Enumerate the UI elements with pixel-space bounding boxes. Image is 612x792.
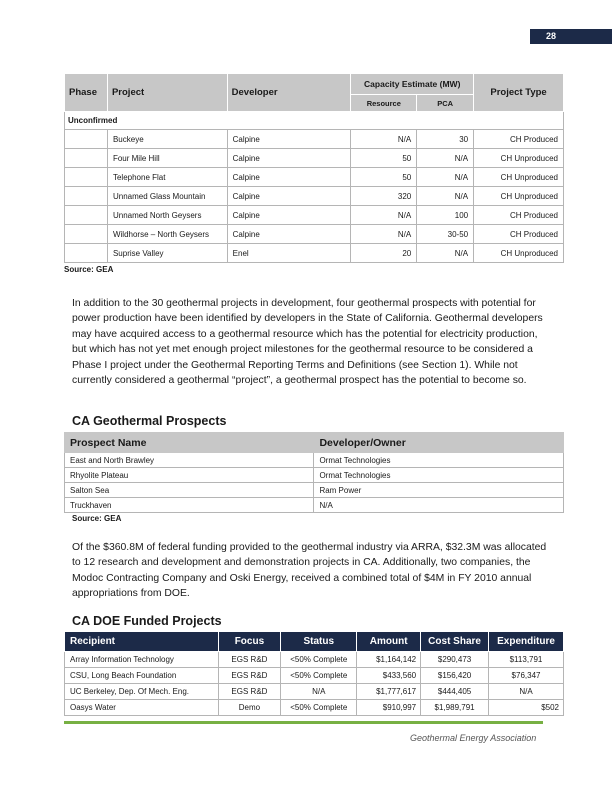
type-cell: CH Produced [474, 130, 564, 149]
header-capacity: Capacity Estimate (MW) [351, 74, 474, 95]
table-row [65, 483, 564, 498]
phase-cell [65, 206, 108, 225]
developer-cell: Calpine [227, 130, 351, 149]
header-expenditure: Expenditure [489, 632, 564, 652]
phase-cell [65, 149, 108, 168]
project-cell: Unnamed North Geysers [107, 206, 227, 225]
type-cell: CH Unproduced [474, 168, 564, 187]
developer-cell: Calpine [227, 187, 351, 206]
amount-cell: $1,777,617 [357, 684, 421, 700]
cost-share-cell: $444,405 [421, 684, 489, 700]
resource-cell: 50 [351, 149, 417, 168]
header-amount: Amount [357, 632, 421, 652]
pca-cell: 30 [417, 130, 474, 149]
amount-cell: $1,164,142 [357, 652, 421, 668]
header-focus: Focus [218, 632, 281, 652]
project-cell: Telephone Flat [107, 168, 227, 187]
cost-share-cell: $156,420 [421, 668, 489, 684]
owner-cell: Ormat Technologies [314, 468, 564, 483]
project-cell: Four Mile Hill [107, 149, 227, 168]
recipient-cell: Oasys Water [65, 700, 219, 716]
project-cell: Buckeye [107, 130, 227, 149]
recipient-cell: Array Information Technology [65, 652, 219, 668]
prospect-name-cell: Salton Sea [65, 483, 314, 498]
doe-title: CA DOE Funded Projects [72, 614, 222, 628]
type-cell: CH Unproduced [474, 187, 564, 206]
phase-cell [65, 187, 108, 206]
amount-cell: $910,997 [357, 700, 421, 716]
status-cell: <50% Complete [281, 700, 357, 716]
footer-rule [64, 721, 543, 724]
table-row [65, 244, 564, 263]
header-phase: Phase [65, 74, 108, 112]
developer-cell: Calpine [227, 206, 351, 225]
resource-cell: N/A [351, 130, 417, 149]
header-resource: Resource [351, 95, 417, 112]
header-status: Status [281, 632, 357, 652]
table-row [65, 168, 564, 187]
cost-share-cell: $1,989,791 [421, 700, 489, 716]
recipient-cell: CSU, Long Beach Foundation [65, 668, 219, 684]
pca-cell: 30-50 [417, 225, 474, 244]
project-cell: Suprise Valley [107, 244, 227, 263]
focus-cell: Demo [218, 700, 281, 716]
expenditure-cell: $113,791 [489, 652, 564, 668]
table-row [65, 668, 564, 684]
page-number: 28 [530, 29, 612, 44]
cost-share-cell: $290,473 [421, 652, 489, 668]
type-cell: CH Produced [474, 225, 564, 244]
pca-cell: N/A [417, 149, 474, 168]
header-pca: PCA [417, 95, 474, 112]
focus-cell: EGS R&D [218, 652, 281, 668]
developer-cell: Calpine [227, 168, 351, 187]
table-row [65, 130, 564, 149]
table-row [65, 206, 564, 225]
table1-source: Source: GEA [64, 265, 114, 274]
table-row [65, 187, 564, 206]
paragraph-funding: Of the $360.8M of federal funding provided to the geothermal industry via ARRA, $32.3M was allocated to 12 research and development and demonstration projects in CA. Additionally, two companies, the Modoc Contracting Company and Oski Energy, received a combined total of $4M in FY 2010 annual appropriations from DOE. [72, 542, 547, 600]
expenditure-cell: N/A [489, 684, 564, 700]
expenditure-cell: $76,347 [489, 668, 564, 684]
focus-cell: EGS R&D [218, 684, 281, 700]
amount-cell: $433,560 [357, 668, 421, 684]
pca-cell: 100 [417, 206, 474, 225]
expenditure-cell: $502 [489, 700, 564, 716]
type-cell: CH Produced [474, 206, 564, 225]
type-cell: CH Unproduced [474, 244, 564, 263]
status-cell: <50% Complete [281, 652, 357, 668]
prospects-title: CA Geothermal Prospects [72, 414, 227, 428]
paragraph-prospects: In addition to the 30 geothermal projects in development, four geothermal prospects with potential for power production have been identified by developers in the State of California. Geothermal developers may have acquired access to a geothermal resource which has the potential for electricity production, but which has not yet met enough project milestones for the geothermal resource to be considered a Phase I project under the Geothermal Reporting Terms and Definitions (see Section 1). While not currently considered a geothermal “project”, a geothermal prospect has the potential to become so. [72, 298, 543, 387]
prospects-source: Source: GEA [72, 514, 122, 523]
header-project: Project [107, 74, 227, 112]
header-developer-owner: Developer/Owner [314, 433, 564, 453]
owner-cell: Ormat Technologies [314, 453, 564, 468]
section-label: Unconfirmed [65, 112, 564, 130]
pca-cell: N/A [417, 244, 474, 263]
header-prospect-name: Prospect Name [65, 433, 314, 453]
resource-cell: 20 [351, 244, 417, 263]
phase-cell [65, 168, 108, 187]
phase-cell [65, 225, 108, 244]
recipient-cell: UC Berkeley, Dep. Of Mech. Eng. [65, 684, 219, 700]
project-cell: Unnamed Glass Mountain [107, 187, 227, 206]
prospect-name-cell: East and North Brawley [65, 453, 314, 468]
owner-cell: N/A [314, 498, 564, 513]
developer-cell: Enel [227, 244, 351, 263]
resource-cell: 50 [351, 168, 417, 187]
project-cell: Wildhorse – North Geysers [107, 225, 227, 244]
footer-organization: Geothermal Energy Association [410, 733, 537, 743]
table-row [65, 453, 564, 468]
owner-cell: Ram Power [314, 483, 564, 498]
table-row [65, 652, 564, 668]
status-cell: <50% Complete [281, 668, 357, 684]
table-row [65, 149, 564, 168]
pca-cell: N/A [417, 187, 474, 206]
table-row [65, 468, 564, 483]
doe-projects-table [64, 631, 564, 716]
header-cost-share: Cost Share [421, 632, 489, 652]
pca-cell: N/A [417, 168, 474, 187]
resource-cell: N/A [351, 206, 417, 225]
header-developer: Developer [227, 74, 351, 112]
phase-cell [65, 244, 108, 263]
focus-cell: EGS R&D [218, 668, 281, 684]
table-row [65, 700, 564, 716]
prospects-table [64, 432, 564, 513]
resource-cell: N/A [351, 225, 417, 244]
table-row [65, 498, 564, 513]
prospect-name-cell: Truckhaven [65, 498, 314, 513]
prospect-name-cell: Rhyolite Plateau [65, 468, 314, 483]
header-recipient: Recipient [65, 632, 219, 652]
projects-table [64, 73, 564, 263]
table-row [65, 684, 564, 700]
table-row [65, 225, 564, 244]
developer-cell: Calpine [227, 149, 351, 168]
status-cell: N/A [281, 684, 357, 700]
developer-cell: Calpine [227, 225, 351, 244]
phase-cell [65, 130, 108, 149]
type-cell: CH Unproduced [474, 149, 564, 168]
header-project-type: Project Type [474, 74, 564, 112]
resource-cell: 320 [351, 187, 417, 206]
